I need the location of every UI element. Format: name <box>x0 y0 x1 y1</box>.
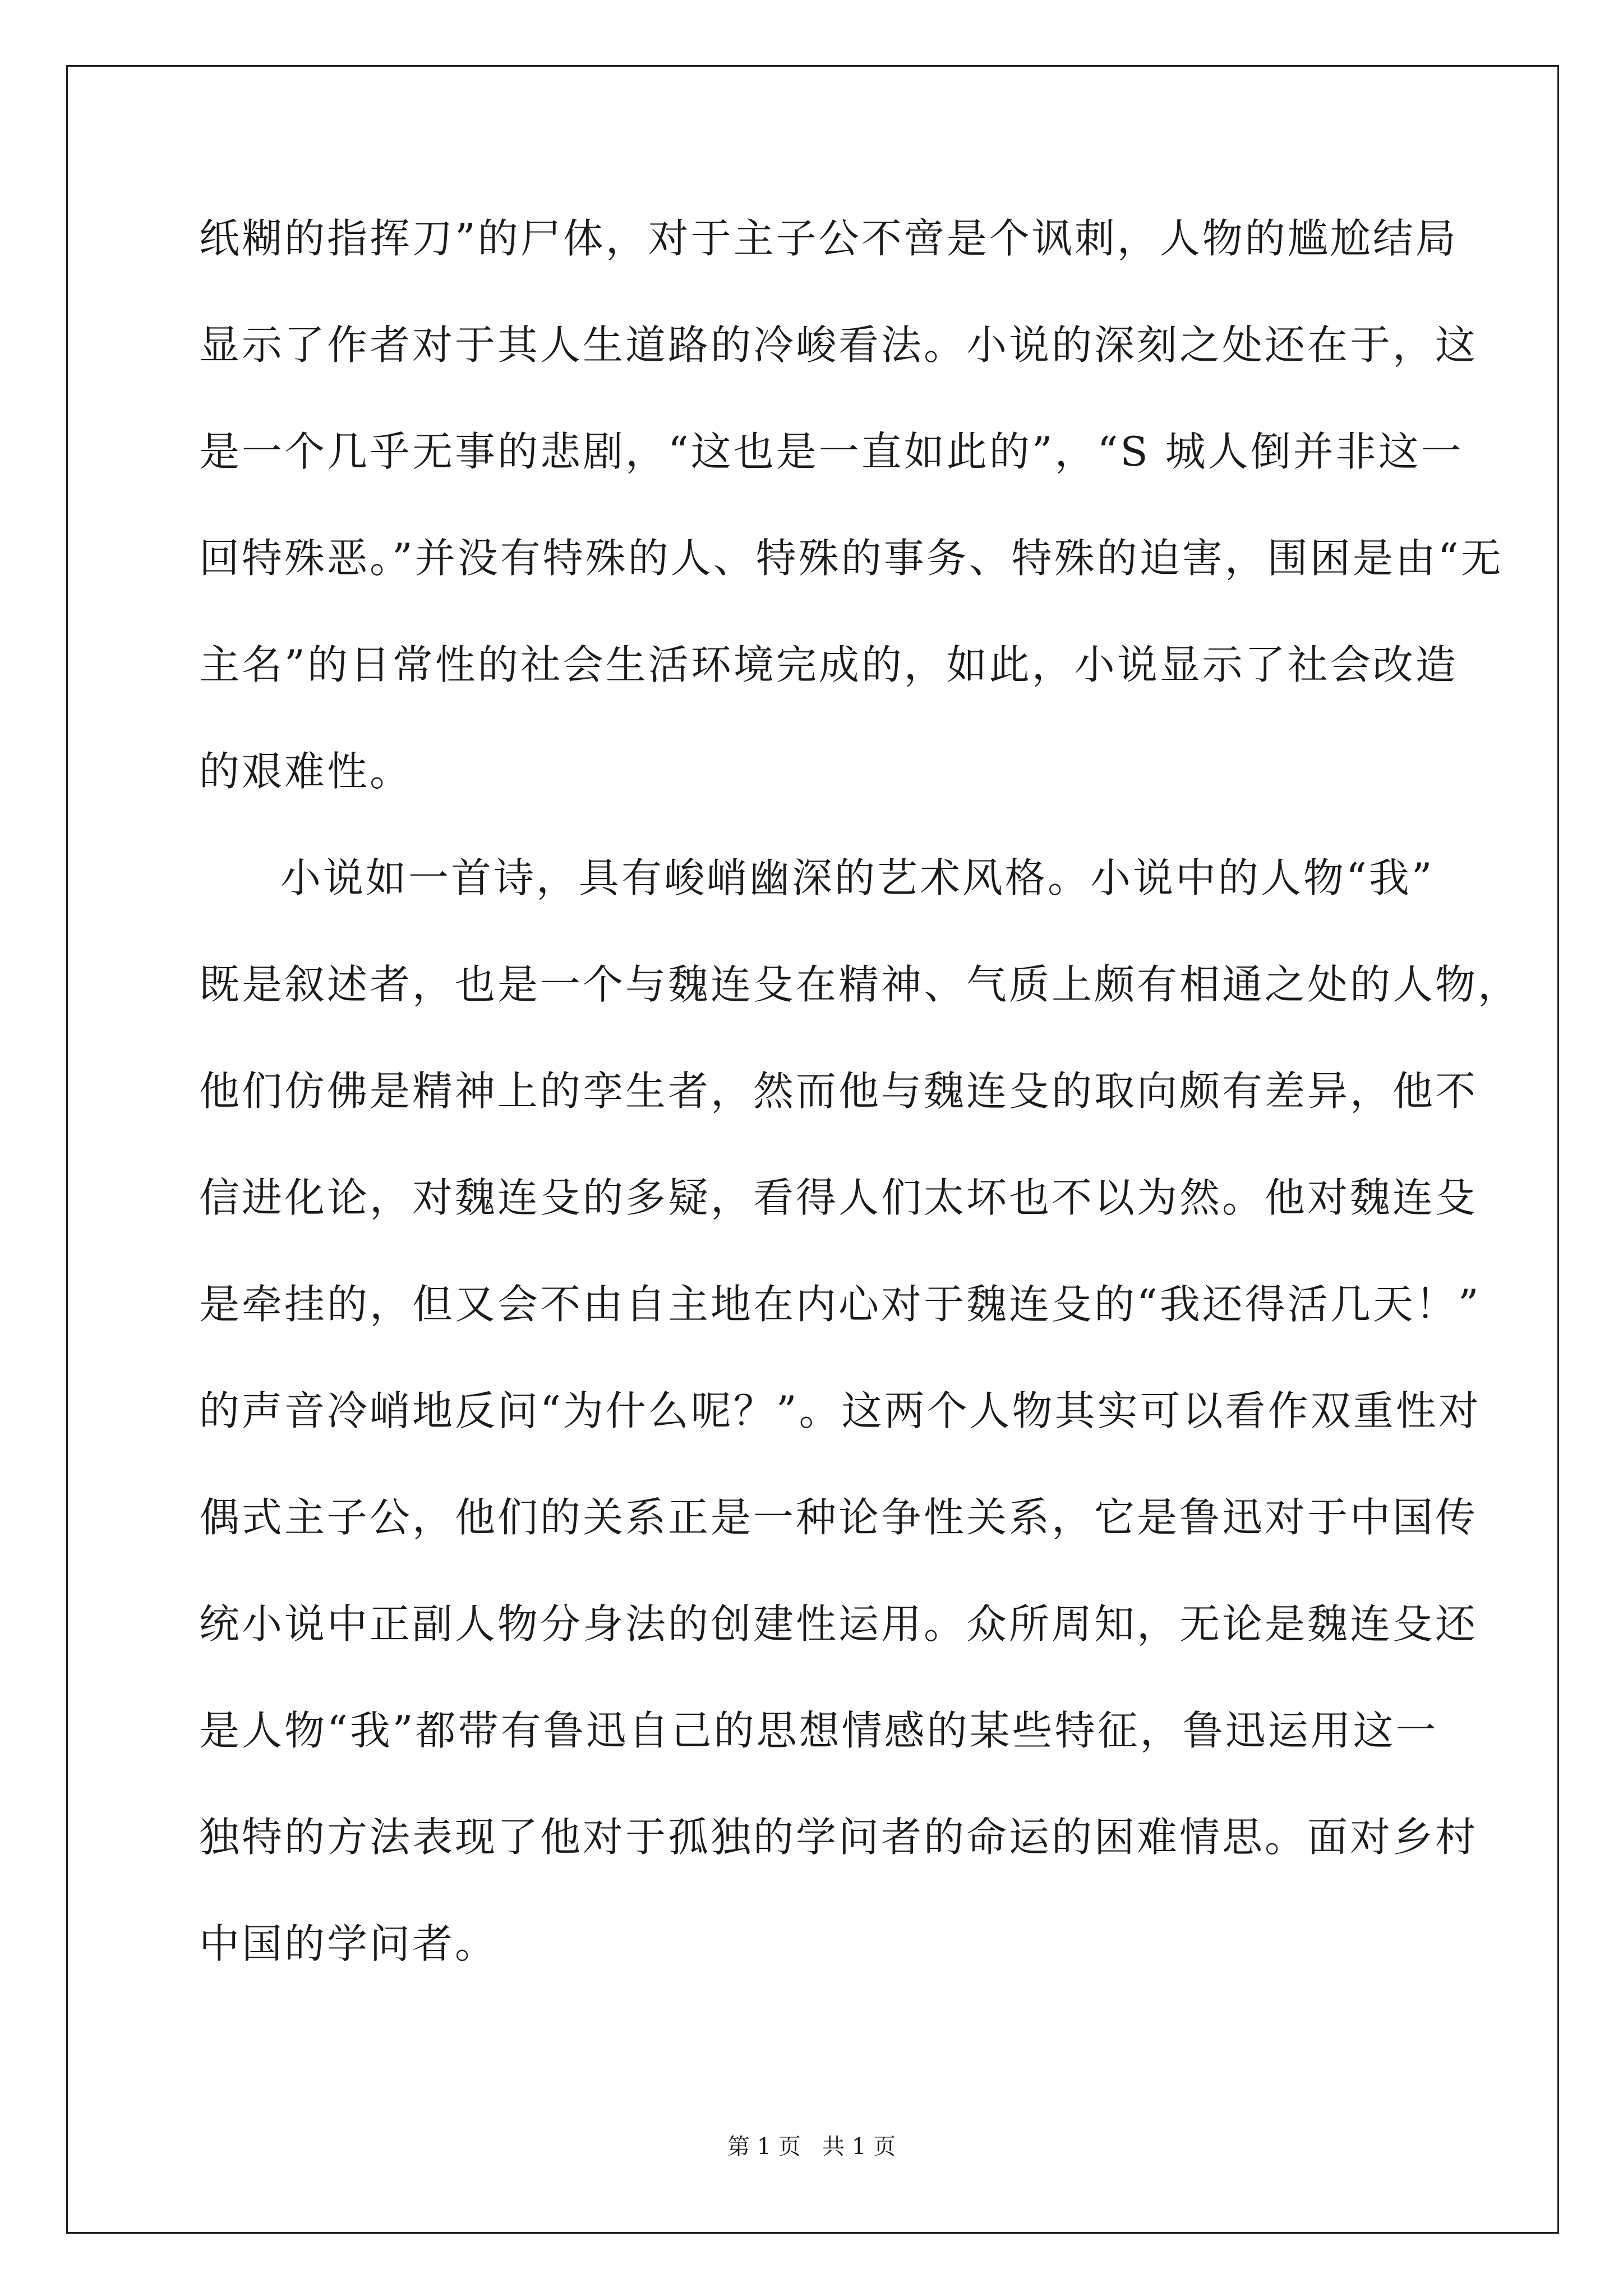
paragraph-2-line-5: 是牵挂的，但又会不由自主地在内心对于魏连殳的“我还得活几天！” <box>199 1281 1481 1328</box>
paragraph-2-line-2: 既是叙述者，也是一个与魏连殳在精神、气质上颇有相通之处的人物， <box>199 961 1521 1008</box>
page-border <box>66 65 1559 2234</box>
paragraph-1-line-1: 纸糊的指挥刀”的尸体，对于主子公不啻是个讽刺，人物的尴尬结局 <box>199 215 1458 262</box>
paragraph-1-line-6: 的艰难性。 <box>199 748 413 795</box>
page-number-footer: 第 1 页 共 1 页 <box>727 2134 896 2160</box>
paragraph-2-line-4: 信进化论，对魏连殳的多疑，看得人们太坏也不以为然。他对魏连殳 <box>199 1174 1478 1221</box>
paragraph-2-line-11: 中国的学问者。 <box>199 1920 498 1967</box>
paragraph-1-line-3: 是一个几乎无事的悲剧，“这也是一直如此的”，“S 城人倒并非这一 <box>199 428 1464 475</box>
paragraph-2-line-10: 独特的方法表现了他对于孤独的学问者的命运的困难情思。面对乡村 <box>199 1814 1478 1861</box>
paragraph-2-line-8: 统小说中正副人物分身法的创建性运用。众所周知，无论是魏连殳还 <box>199 1600 1478 1648</box>
paragraph-2-line-7: 偶式主子公，他们的关系正是一种论争性关系，它是鲁迅对于中国传 <box>199 1494 1478 1541</box>
paragraph-1-line-2: 显示了作者对于其人生道路的冷峻看法。小说的深刻之处还在于，这 <box>199 321 1478 369</box>
paragraph-2-line-3: 他们仿佛是精神上的孪生者，然而他与魏连殳的取向颇有差异，他不 <box>199 1068 1478 1115</box>
paragraph-2-line-1: 小说如一首诗，具有峻峭幽深的艺术风格。小说中的人物“我” <box>280 854 1435 901</box>
paragraph-2-line-9: 是人物“我”都带有鲁迅自己的思想情感的某些特征，鲁迅运用这一 <box>199 1707 1438 1754</box>
paragraph-2-line-6: 的声音冷峭地反问“为什么呢？”。这两个人物其实可以看作双重性对 <box>199 1387 1481 1434</box>
paragraph-1-line-4: 回特殊恶。”并没有特殊的人、特殊的事务、特殊的迫害，围困是由“无 <box>199 535 1504 582</box>
paragraph-1-line-5: 主名”的日常性的社会生活环境完成的，如此，小说显示了社会改造 <box>199 641 1458 688</box>
